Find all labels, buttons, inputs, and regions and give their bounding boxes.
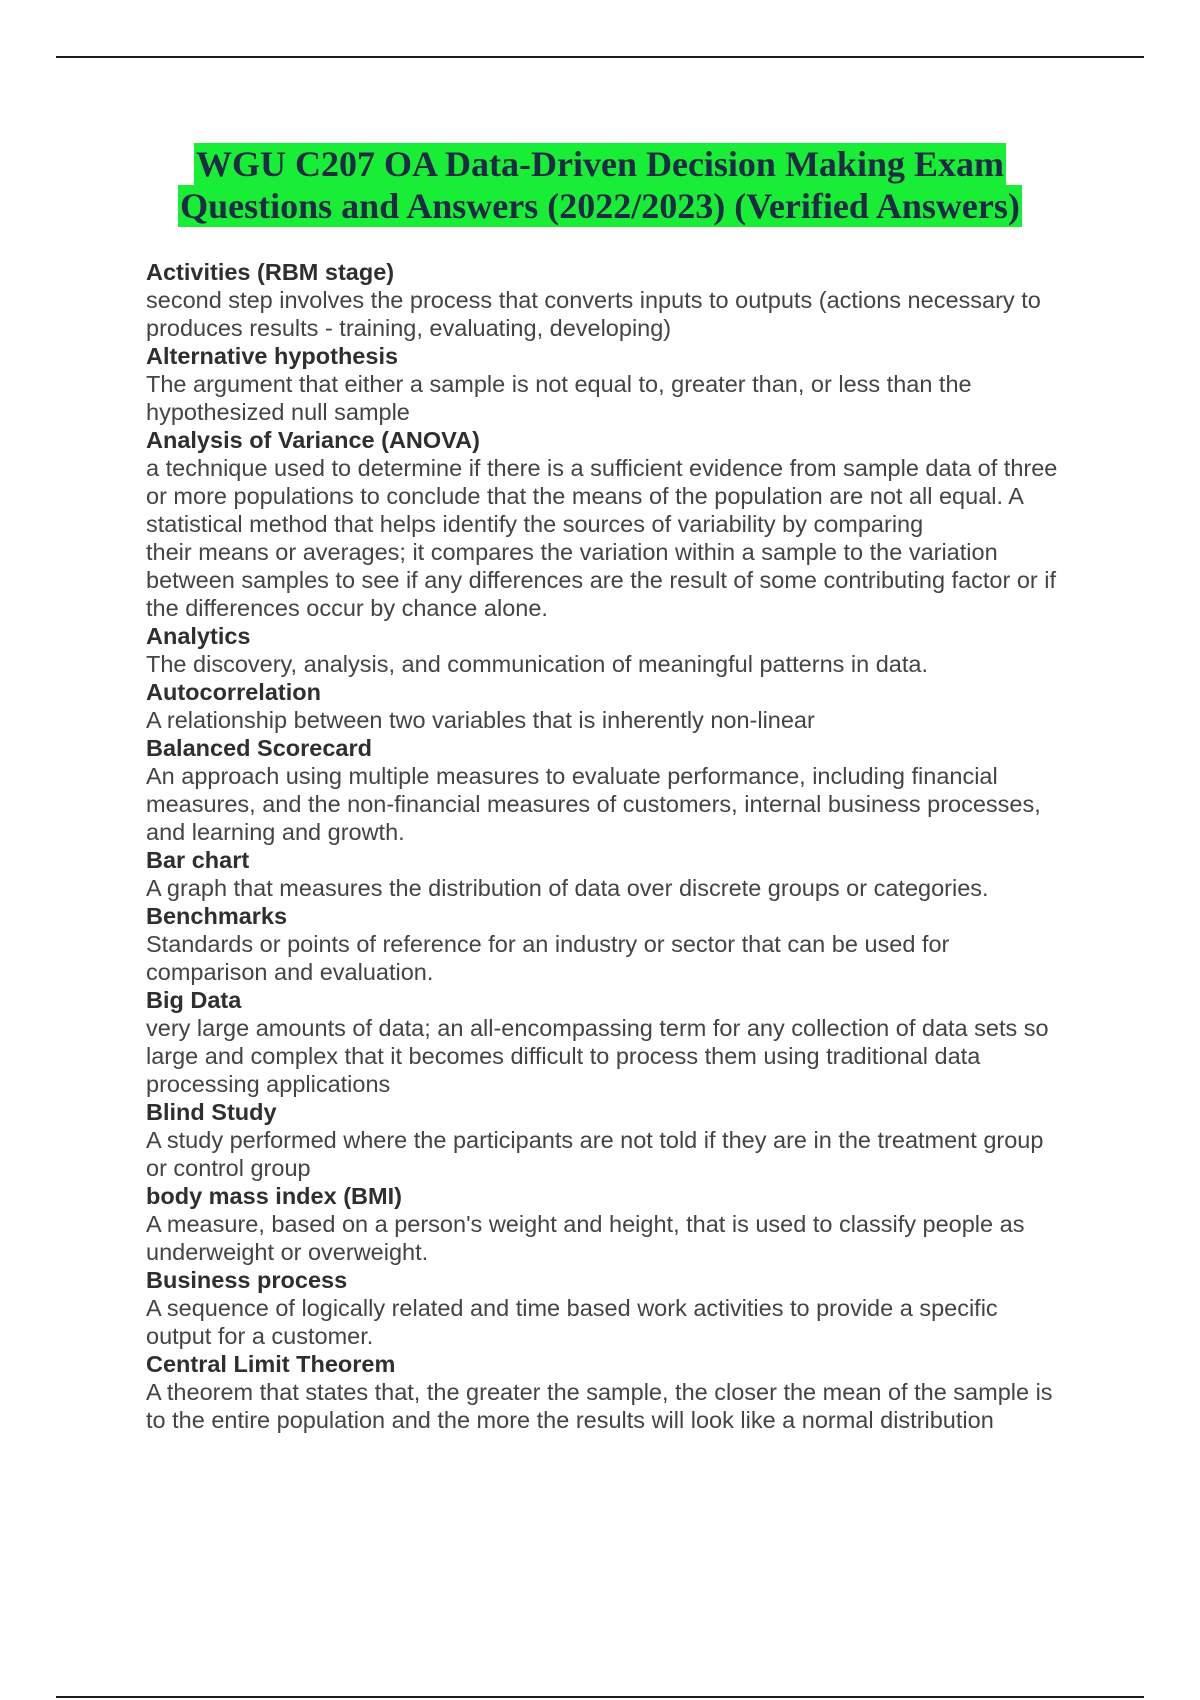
glossary-entry <box>146 622 1096 678</box>
glossary-entry <box>146 1350 1096 1434</box>
bottom-rule <box>56 1696 1144 1698</box>
glossary-entry <box>146 258 1096 342</box>
entry-term: Alternative hypothesis <box>146 343 399 369</box>
entry-term: Blind Study <box>146 1099 277 1125</box>
entry-definition: second step involves the process that converts inputs to outputs (actions necessary to produces results - training, evaluating, developing) <box>146 287 1041 341</box>
entry-definition: The discovery, analysis, and communication of meaningful patterns in data. <box>146 651 929 677</box>
entry-term: Analysis of Variance (ANOVA) <box>146 427 480 453</box>
entry-definition: An approach using multiple measures to evaluate performance, including financial measures, and the non-financial measures of customers, internal business processes, and learning and growth. <box>146 763 1041 845</box>
entry-term: Activities (RBM stage) <box>146 259 395 285</box>
glossary-entry <box>146 902 1096 986</box>
entry-definition: a technique used to determine if there is a sufficient evidence from sample data of three or more populations to conclude that the means of the population are not all equal. A statistical method that helps identify the sources of variability by comparing their means or averages; it compares the variation within a sample to the variation between samples to see if any differences are the result of some contributing factor or if the differences occur by chance alone. <box>146 455 1058 621</box>
glossary-entry <box>146 1098 1096 1182</box>
entry-definition: A study performed where the participants are not told if they are in the treatment group or control group <box>146 1127 1044 1181</box>
entry-definition: Standards or points of reference for an industry or sector that can be used for comparison and evaluation. <box>146 931 950 985</box>
entry-term: body mass index (BMI) <box>146 1183 402 1209</box>
glossary-entry <box>146 342 1096 426</box>
entry-definition: The argument that either a sample is not equal to, greater than, or less than the hypothesized null sample <box>146 371 972 425</box>
entry-term: Bar chart <box>146 847 250 873</box>
entry-term: Big Data <box>146 987 242 1013</box>
entry-definition: A measure, based on a person's weight and height, that is used to classify people as underweight or overweight. <box>146 1211 1025 1265</box>
glossary-entry <box>146 426 1096 622</box>
glossary-entry <box>146 986 1096 1098</box>
glossary-entry <box>146 1182 1096 1266</box>
entry-definition: A theorem that states that, the greater the sample, the closer the mean of the sample is to the entire population and the more the results will look like a normal distribution <box>146 1379 1053 1433</box>
glossary-entry <box>146 846 1096 902</box>
glossary-entry <box>146 678 1096 734</box>
entry-definition: A sequence of logically related and time based work activities to provide a specific output for a customer. <box>146 1295 998 1349</box>
glossary-entry <box>146 1266 1096 1350</box>
entry-term: Balanced Scorecard <box>146 735 372 761</box>
document-title <box>0 143 1200 227</box>
title-line-1: WGU C207 OA Data-Driven Decision Making Exam <box>196 144 1004 184</box>
entry-definition: A relationship between two variables that is inherently non-linear <box>146 707 815 733</box>
entry-term: Central Limit Theorem <box>146 1351 396 1377</box>
glossary-entry <box>146 734 1096 846</box>
glossary-list <box>146 258 1096 1434</box>
entry-definition: A graph that measures the distribution of data over discrete groups or categories. <box>146 875 989 901</box>
entry-term: Analytics <box>146 623 251 649</box>
entry-definition: very large amounts of data; an all-encompassing term for any collection of data sets so large and complex that it becomes difficult to process them using traditional data processing applications <box>146 1015 1049 1097</box>
title-line-2: Questions and Answers (2022/2023) (Verified Answers) <box>180 186 1020 226</box>
entry-term: Autocorrelation <box>146 679 321 705</box>
entry-term: Benchmarks <box>146 903 288 929</box>
top-rule <box>56 56 1144 58</box>
entry-term: Business process <box>146 1267 348 1293</box>
